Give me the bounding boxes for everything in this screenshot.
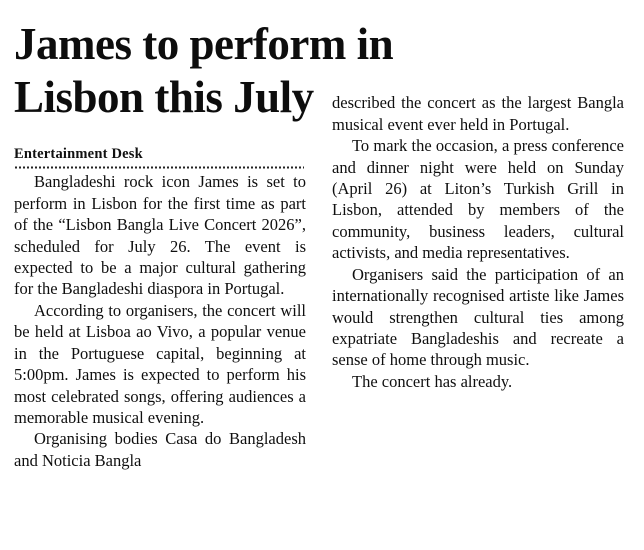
dotted-divider [14,166,304,169]
column-left [14,130,306,471]
paragraph: Organising bodies Casa do Bangladesh and Noticia Bangla [14,429,306,470]
paragraph: To mark the occasion, a press conference and dinner night were held on Sunday (April 26) at Liton’s Turkish Grill in Lisbon, attended by members of the community, business leaders, cultural activists, and media representatives. [332,136,624,263]
headline-line-1: James to perform in [14,19,394,69]
headline-line-2: Lisbon this July [14,72,314,123]
left-body-text [14,171,306,471]
byline: Entertainment Desk [14,146,143,163]
paragraph: Organisers said the participation of an internationally recognised artiste like James would strengthen cultural ties among expatriate Bangladeshis and recreate a sense of home through music. [332,264,624,370]
paragraph: Bangladeshi rock icon James is set to perform in Lisbon for the first time as part of the “Lisbon Bangla Live Concert 2026”, scheduled for July 26. The event is expected to be a major cultural gathering for the Bangladeshi diaspora in Portugal. [14,172,306,299]
paragraph: According to organisers, the concert will be held at Lisboa ao Vivo, a popular venue in the Portuguese capital, beginning at 5:00pm. James is expected to perform his most celebrated songs, offering audiences a memorable musical evening. [14,300,306,427]
paragraph: The concert has already. [352,371,513,391]
paragraph: described the concert as the largest Bangla musical event ever held in Portugal. [332,93,624,134]
column-right [332,93,624,471]
right-body-text [332,92,624,392]
